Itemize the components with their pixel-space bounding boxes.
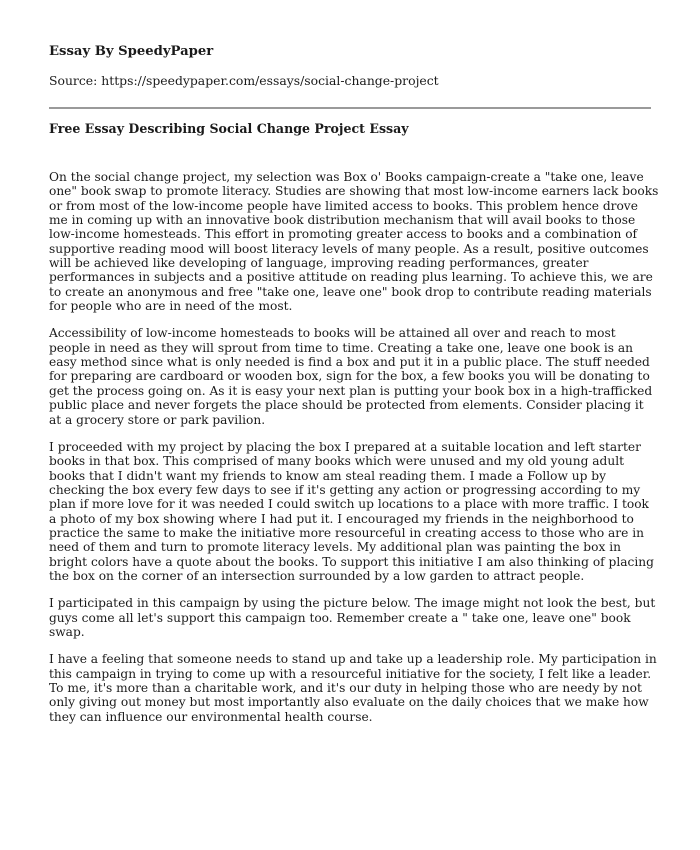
paragraph: I have a feeling that someone needs to stand up and take up a leadership role. My participation in this campaign in trying to come up with a resourceful initiative for the society, I felt like a leader. To me, it's more than a charitable work, and it's our duty in helping those who are needy by not only giving out money but most importantly also evaluate on the daily choices that we make how they can influence our environmental health course. [49, 652, 657, 724]
essay-author-heading: Essay By SpeedyPaper [49, 44, 214, 59]
paragraph: I participated in this campaign by using the picture below. The image might not look the best, but guys come all let's support this campaign too. Remember create a " take one, leave one" book swap. [49, 596, 656, 639]
paragraph: Accessibility of low-income homesteads to books will be attained all over and reach to most people in need as they will sprout from time to time. Creating a take one, leave one book is an easy method since what is only needed is find a box and put it in a public place. The stuff needed for preparing are cardboard or wooden box, sign for the box, a few books you will be donating to get the process going on. As it is easy your next plan is putting your book box in a high-trafficked public place and never forgets the place should be protected from elements. Consider placing it at a grocery store or park pavilion. [49, 326, 653, 427]
essay-title: Free Essay Describing Social Change Project Essay [49, 121, 409, 136]
divider [49, 107, 651, 109]
paragraph: I proceeded with my project by placing the box I prepared at a suitable location and left starter books in that box. This comprised of many books which were unused and my old young adult books that I didn't want my friends to know am steal reading them. I made a Follow up by checking the box every few days to see if it's getting any action or progressing according to my plan if more love for it was needed I could switch up locations to a place with more traffic. I took a photo of my box showing where I had put it. I encouraged my friends in the neighborhood to practice the same to make the initiative more resourceful in creating access to those who are in need of them and turn to promote literacy levels. My additional plan was painting the box in bright colors have a quote about the books. To support this initiative I am also thinking of placing the box on the corner of an intersection surrounded by a low garden to attract people. [49, 439, 654, 583]
essay-body [49, 170, 659, 737]
source-line: Source: https://speedypaper.com/essays/social-change-project [49, 73, 439, 88]
paragraph: On the social change project, my selection was Box o' Books campaign-create a "take one, leave one" book swap to promote literacy. Studies are showing that most low-income earners lack books or from most of the low-income people have limited access to books. This problem hence drove me in coming up with an innovative book distribution mechanism that will avail books to those low-income homesteads. This effort in promoting greater access to books and a combination of supportive reading mood will boost literacy levels of many people. As a result, positive outcomes will be achieved like developing of language, improving reading performances, greater performances in subjects and a positive attitude on reading plus learning. To achieve this, we are to create an anonymous and free "take one, leave one" book drop to contribute reading materials for people who are in need of the most. [49, 170, 659, 314]
